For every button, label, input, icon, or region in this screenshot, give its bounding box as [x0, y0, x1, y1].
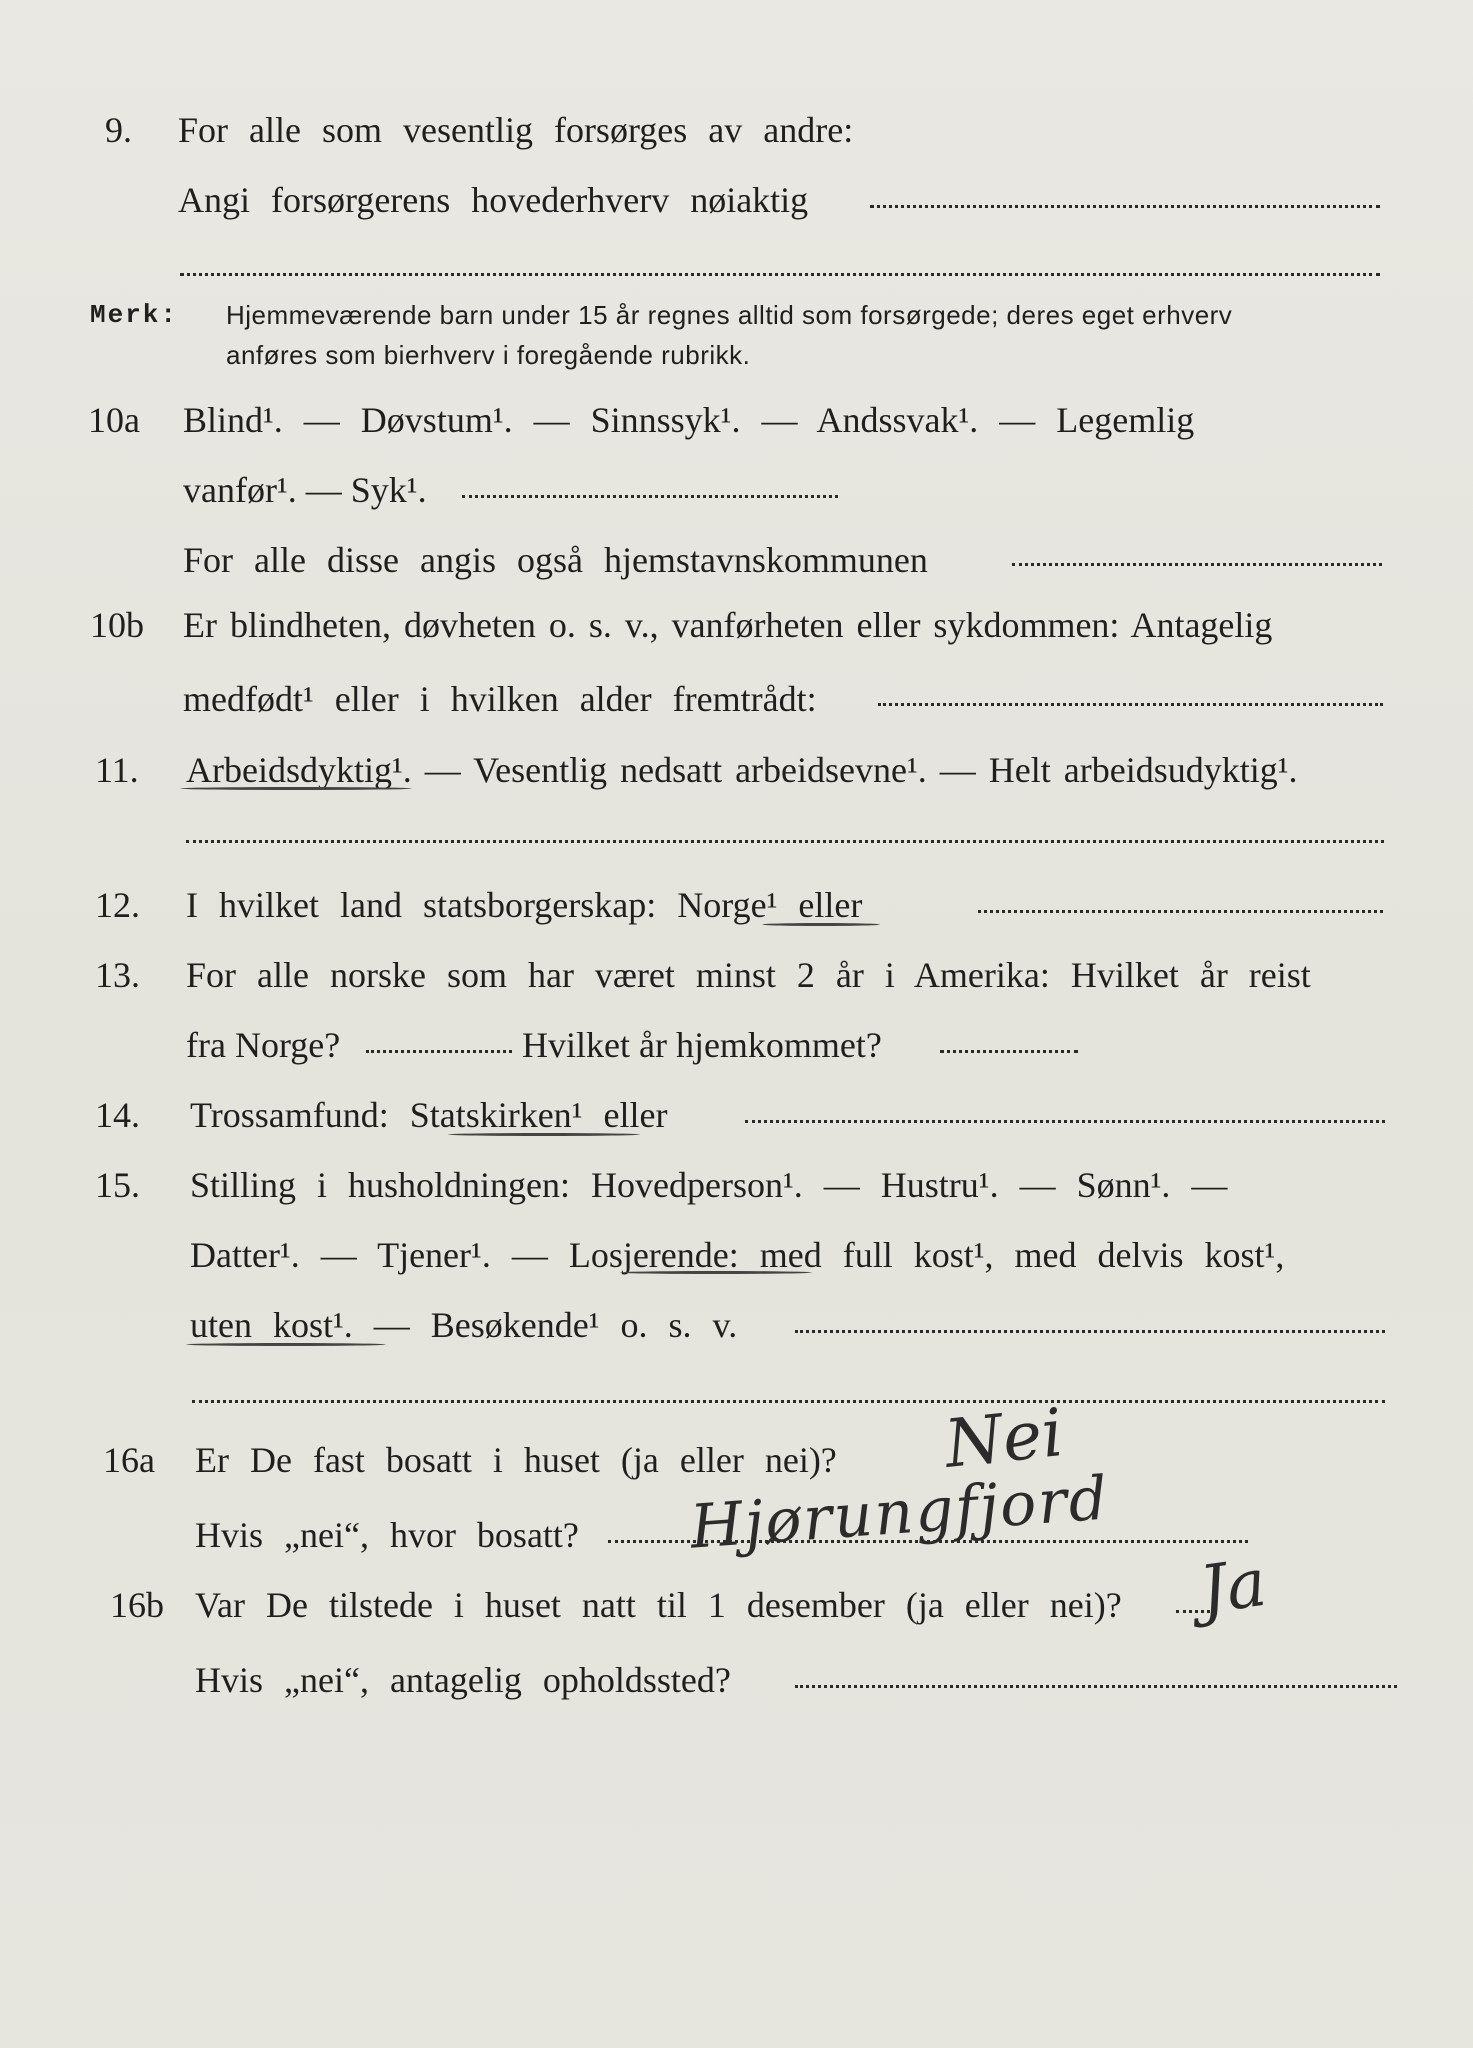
- q13-line2b: Hvilket år hjemkommet?: [522, 1025, 882, 1065]
- merk-line2: anføres som bierhverv i foregående rubrikk.: [226, 340, 751, 370]
- q15-line3: [190, 1303, 737, 1347]
- q14-underline-mark: [448, 1133, 640, 1136]
- q12-suffix: ¹ eller: [766, 885, 863, 925]
- q13-number: 13.: [95, 955, 140, 995]
- q9-line1: For alle som vesentlig forsørges av andre:: [178, 110, 854, 150]
- q10b-answer-line[interactable]: [878, 703, 1383, 706]
- q10b-line2: medfødt¹ eller i hvilken alder fremtrådt:: [183, 679, 817, 719]
- q12-option-norge[interactable]: Norge: [677, 885, 767, 925]
- q10b-number: 10b: [90, 605, 144, 645]
- q14-prefix: Trossamfund:: [190, 1095, 389, 1135]
- q15-option-losjerende[interactable]: Losjerende:: [568, 1235, 739, 1275]
- q15-line2a: Datter¹. — Tjener¹. —: [190, 1235, 548, 1275]
- q10a-line2: vanfør¹. — Syk¹.: [183, 470, 427, 510]
- q16a-answer-nei: Nei: [941, 1394, 1067, 1483]
- q11-rest: ¹. — Vesentlig nedsatt arbeidsevne¹. — Helt arbeidsudyktig¹.: [391, 750, 1298, 790]
- q9-number: 9.: [105, 110, 132, 150]
- q12-answer-line[interactable]: [978, 910, 1383, 913]
- q11-number: 11.: [95, 750, 139, 790]
- q14-line: [190, 1093, 667, 1137]
- q15-number: 15.: [95, 1165, 140, 1205]
- q13-line2a: fra Norge?: [186, 1025, 341, 1065]
- q9-line2: Angi forsørgerens hovederhverv nøiaktig: [178, 180, 809, 220]
- q16a-number: 16a: [103, 1440, 155, 1480]
- q16a-answer-bosatt: Hjørungfjord: [688, 1463, 1112, 1563]
- q11-line: [186, 748, 1298, 792]
- q14-answer-line[interactable]: [745, 1120, 1385, 1123]
- q15-underline-mark-1: [620, 1271, 812, 1274]
- q10a-hjemstavn-line[interactable]: [1012, 563, 1382, 566]
- q13-line1: For alle norske som har været minst 2 år i Amerika: Hvilket år reist: [186, 955, 1311, 995]
- q16a-line2: Hvis „nei“, hvor bosatt?: [195, 1515, 579, 1555]
- q12-prefix: I hvilket land statsborgerskap:: [186, 885, 657, 925]
- q12-number: 12.: [95, 885, 140, 925]
- q16b-line2: Hvis „nei“, antagelig opholdssted?: [195, 1660, 731, 1700]
- q9-answer-line[interactable]: [870, 205, 1380, 208]
- q16a-line1: Er De fast bosatt i huset (ja eller nei)?: [195, 1440, 837, 1480]
- merk-line1: Hjemmeværende barn under 15 år regnes alltid som forsørgede; deres eget erhverv: [226, 300, 1233, 330]
- q16b-line1: Var De tilstede i huset natt til 1 desember (ja eller nei)?: [195, 1585, 1122, 1625]
- q15-line1: Stilling i husholdningen: Hovedperson¹. — Hustru¹. — Sønn¹. —: [190, 1165, 1228, 1205]
- q11-answer-line[interactable]: [186, 840, 1384, 843]
- q16b-opholdssted-line[interactable]: [795, 1685, 1397, 1688]
- q15-answer-line-2[interactable]: [192, 1400, 1385, 1403]
- q10a-line1: Blind¹. — Døvstum¹. — Sinnssyk¹. — Andssvak¹. — Legemlig: [183, 400, 1195, 440]
- q12-underline-mark: [762, 923, 880, 926]
- q15-line3b: — Besøkende¹ o. s. v.: [373, 1305, 738, 1345]
- q10a-line3: For alle disse angis også hjemstavnskommunen: [183, 540, 928, 580]
- q12-line: [186, 883, 862, 927]
- q10b-line1: Er blindheten, døvheten o. s. v., vanførheten eller sykdommen: Antagelig: [183, 605, 1273, 645]
- q15-underline-mark-2: [186, 1343, 386, 1346]
- q11-option-arbeidsdyktig[interactable]: Arbeidsdyktig: [186, 750, 392, 790]
- q15-line2b: med full kost¹, med delvis kost¹,: [759, 1235, 1285, 1275]
- q14-number: 14.: [95, 1095, 140, 1135]
- q16b-number: 16b: [110, 1585, 164, 1625]
- q10a-number: 10a: [88, 400, 140, 440]
- q16b-answer-ja: Ja: [1194, 1543, 1271, 1630]
- q13-hjemkommet-line[interactable]: [940, 1050, 1078, 1053]
- q11-underline-mark: [180, 787, 412, 790]
- q13-reist-line[interactable]: [366, 1050, 512, 1053]
- q15-answer-line[interactable]: [795, 1330, 1385, 1333]
- q9-answer-line-2[interactable]: [180, 273, 1380, 276]
- q15-option-uten-kost[interactable]: uten kost¹.: [190, 1305, 353, 1345]
- q14-suffix: ¹ eller: [571, 1095, 668, 1135]
- q14-option-statskirken[interactable]: Statskirken: [409, 1095, 572, 1135]
- merk-label: Merk:: [90, 300, 179, 330]
- q10a-answer-line[interactable]: [462, 495, 838, 498]
